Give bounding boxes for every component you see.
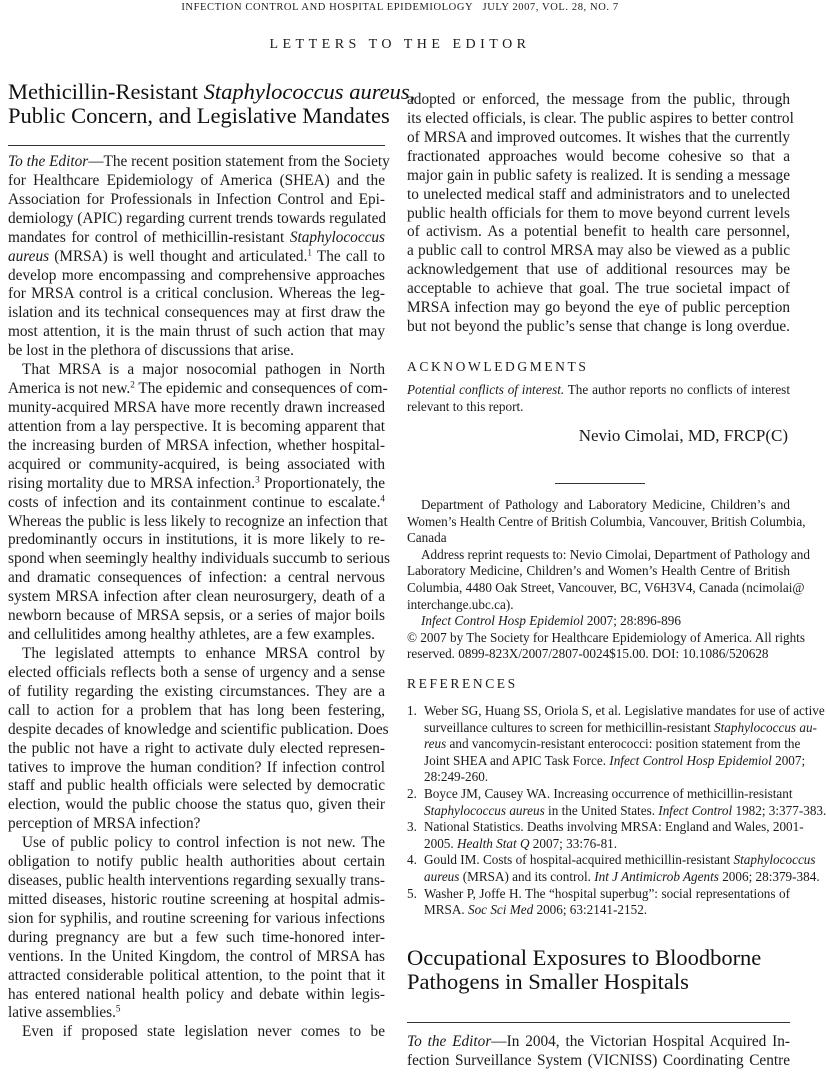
text-run: 2007; 33:76-81. bbox=[529, 835, 618, 851]
separator-rule bbox=[555, 483, 645, 484]
text-run: That MRSA is a major nosocomial pathogen in North bbox=[22, 361, 385, 379]
text-line bbox=[424, 785, 793, 803]
text-run: 2006; 28:379-384. bbox=[718, 868, 820, 884]
title-line bbox=[8, 104, 415, 128]
reference-item bbox=[407, 703, 825, 786]
text-line bbox=[8, 304, 385, 323]
text-run: of MRSA and improved outcomes. It wishes that the currently bbox=[407, 128, 790, 146]
text-run: Washer P, Joffe H. The “hospital superbug”: social representations of bbox=[424, 885, 790, 901]
text-line bbox=[8, 379, 388, 399]
text-line bbox=[8, 702, 385, 721]
references-list bbox=[407, 703, 826, 919]
text-line bbox=[8, 361, 385, 380]
text-run: Canada bbox=[407, 530, 447, 546]
text-run: acquired or community-acquired, is being associated with bbox=[8, 455, 385, 473]
italic-text: To the Editor bbox=[407, 1033, 492, 1050]
text-line bbox=[8, 153, 390, 172]
text-line bbox=[407, 646, 790, 663]
text-line bbox=[424, 802, 826, 820]
text-line bbox=[8, 210, 385, 229]
text-run: newborn because of MRSA sepsis, or a series of major boils bbox=[8, 607, 385, 625]
text-run: fractionated approaches would become cohesive so that a bbox=[407, 147, 790, 165]
text-run: The call to bbox=[312, 247, 385, 265]
text-line bbox=[407, 530, 790, 547]
text-line bbox=[8, 569, 385, 588]
text-run: to unelected medical staff and administrators and to unelected bbox=[407, 185, 790, 203]
text-line bbox=[8, 512, 388, 532]
reference-number: 3. bbox=[407, 819, 417, 835]
text-run: system MRSA infection after clean neurosurgery, death of a bbox=[8, 588, 385, 606]
text-run: in the United States. bbox=[544, 802, 659, 818]
italic-text: Staphylococcus bbox=[733, 852, 816, 868]
text-line bbox=[8, 456, 385, 475]
text-line bbox=[407, 1033, 790, 1052]
text-run: call to action for a problem that has long been festering, bbox=[8, 701, 385, 719]
text-run: the increasing burden of MRSA infection, whether hospital- bbox=[8, 436, 385, 454]
text-run: of activism. As a potential benefit to health care personnel, bbox=[407, 223, 790, 241]
reference-item bbox=[407, 819, 804, 852]
text-line bbox=[407, 546, 810, 564]
text-run: America is not new. bbox=[8, 380, 131, 398]
text-run: acceptable to achieve that goal. The true societal impact of bbox=[407, 280, 790, 298]
italic-text: aureus bbox=[424, 868, 460, 884]
text-run: staff and public health officials were selected by democratic bbox=[8, 777, 385, 795]
text-run: 2006; 63:2141-2152. bbox=[533, 902, 648, 918]
italic-text: aureus bbox=[8, 247, 50, 265]
text-run: 28:249-260. bbox=[424, 769, 489, 785]
text-line bbox=[407, 167, 790, 186]
italic-text: Staphylococcus bbox=[289, 228, 385, 246]
text-run: —In 2004, the Victorian Hospital Acquired In- bbox=[491, 1033, 791, 1050]
text-line bbox=[407, 186, 790, 205]
text-line bbox=[407, 205, 790, 224]
title-line bbox=[407, 946, 761, 970]
text-run: Address reprint requests to: Nevio Cimolai, Department of Pathology and bbox=[421, 546, 810, 562]
text-line bbox=[8, 248, 385, 267]
text-line bbox=[8, 342, 385, 361]
text-line bbox=[8, 588, 385, 607]
italic-text: Infect Control Hosp Epidemiol bbox=[609, 752, 772, 768]
text-line bbox=[8, 229, 385, 248]
text-run: 2005. bbox=[424, 835, 457, 851]
title-rule bbox=[8, 145, 385, 146]
text-run: a public call to control MRSA may also be viewed as a public bbox=[407, 242, 790, 260]
italic-text: Infect Control Hosp Epidemiol bbox=[421, 613, 584, 629]
reference-item bbox=[407, 785, 826, 819]
text-line bbox=[8, 437, 385, 456]
italic-text: Staphylococcus aureus, bbox=[203, 79, 416, 104]
text-line bbox=[8, 267, 385, 286]
text-line bbox=[407, 242, 790, 261]
italic-text: To the Editor bbox=[8, 153, 89, 170]
text-run: Methicillin-Resistant bbox=[8, 79, 204, 104]
text-line bbox=[8, 759, 385, 778]
text-line bbox=[8, 1023, 385, 1042]
text-run: predominantly occurs in institutions, it is more likely to re- bbox=[8, 531, 385, 549]
text-line bbox=[8, 948, 385, 967]
acknowledgments-heading: ACKNOWLEDGMENTS bbox=[407, 359, 589, 374]
text-line bbox=[407, 223, 790, 242]
text-line bbox=[8, 834, 385, 853]
italic-text: reus bbox=[424, 736, 447, 752]
text-line bbox=[407, 579, 805, 597]
text-run: elected officials reflects both a sense of urgency and a sense bbox=[8, 663, 385, 681]
text-line bbox=[407, 613, 790, 630]
citation-superscript: 2 bbox=[130, 379, 135, 390]
title-line bbox=[8, 80, 415, 104]
reference-number: 4. bbox=[407, 852, 417, 868]
text-run: Even if proposed state legislation never comes to be bbox=[22, 1023, 385, 1041]
text-run: but not beyond the public’s sense that change is long overdue. bbox=[407, 318, 790, 336]
text-run: spond when seemingly healthy individuals succumb to serious bbox=[8, 550, 390, 568]
text-run: Proportionately, the bbox=[259, 474, 385, 492]
text-run: Occupational Exposures to Bloodborne bbox=[407, 945, 762, 970]
running-head: INFECTION CONTROL AND HOSPITAL EPIDEMIOLOGY JULY 2007, VOL. 28, NO. 7 bbox=[181, 2, 619, 13]
text-run: its elected officials, is clear. The public aspires to better control bbox=[407, 109, 794, 127]
text-line bbox=[8, 323, 385, 342]
text-run: Public Concern, and Legislative Mandates bbox=[8, 103, 390, 128]
text-run: (MRSA) is well thought and articulated. bbox=[49, 247, 308, 265]
text-run: most attention, it is the main thrust of such action that may bbox=[8, 323, 385, 341]
text-run: MRSA. bbox=[424, 902, 468, 918]
citation-superscript: 1 bbox=[307, 247, 312, 258]
text-line bbox=[8, 683, 385, 702]
italic-text: Staphylococcus au- bbox=[714, 719, 817, 735]
text-line bbox=[8, 418, 385, 437]
article2-title-rule bbox=[407, 1022, 790, 1023]
article2-body bbox=[407, 1033, 790, 1071]
section-title: LETTERS TO THE EDITOR bbox=[269, 37, 531, 52]
text-run: attracted considerable political attention, to the point that it bbox=[8, 966, 385, 984]
italic-text: Health Stat Q bbox=[456, 835, 530, 851]
text-line bbox=[407, 261, 790, 280]
text-run: for MRSA control is a critical conclusion. Whereas the leg- bbox=[8, 285, 385, 303]
text-line bbox=[8, 815, 385, 834]
text-line bbox=[407, 1052, 790, 1071]
text-line bbox=[407, 399, 790, 416]
text-line bbox=[407, 109, 794, 129]
article-body-left-column bbox=[8, 153, 390, 1042]
text-line bbox=[8, 191, 385, 210]
text-run: Department of Pathology and Laboratory Medicine, Children’s and bbox=[421, 497, 790, 512]
acknowledgments-text bbox=[407, 382, 790, 415]
text-line bbox=[8, 626, 385, 645]
italic-text: Potential conflicts of interest. bbox=[407, 382, 565, 397]
text-run: relevant to this report. bbox=[407, 398, 524, 414]
text-run: acknowledgement that use of additional resources may be bbox=[407, 261, 790, 279]
text-run: The epidemic and consequences of com- bbox=[134, 380, 388, 398]
text-run: attention from a lay perspective. It is becoming apparent that bbox=[8, 417, 385, 435]
citation-superscript: 5 bbox=[115, 1003, 121, 1014]
author-signature: Nevio Cimolai, MD, FRCP(C) bbox=[578, 426, 788, 445]
author-affiliation bbox=[407, 497, 810, 663]
text-line bbox=[8, 967, 385, 986]
text-line bbox=[8, 910, 385, 929]
text-run: costs of infection and its containment continue to escalate. bbox=[8, 493, 381, 511]
italic-text: Int J Antimicrob Agents bbox=[594, 868, 719, 884]
text-run: 2007; 28:896-896 bbox=[583, 613, 681, 629]
text-run: 1982; 3:377-383. bbox=[732, 802, 826, 818]
text-line bbox=[407, 280, 790, 299]
italic-text: Infect Control bbox=[658, 802, 733, 818]
text-line bbox=[8, 285, 385, 304]
text-run: Whereas the public is less likely to recognize an infection that bbox=[8, 512, 388, 530]
text-run: munity-acquired MRSA have more recently drawn increased bbox=[8, 398, 385, 416]
text-line bbox=[424, 703, 825, 720]
text-line bbox=[424, 886, 790, 903]
italic-text: Staphylococcus aureus bbox=[424, 802, 545, 818]
text-line bbox=[8, 1004, 385, 1023]
text-run: The legislated attempts to enhance MRSA control by bbox=[22, 644, 385, 662]
text-line bbox=[8, 720, 389, 740]
text-run: Women’s Health Centre of British Columbia, Vancouver, British Columbia, bbox=[407, 513, 806, 529]
text-line bbox=[407, 318, 790, 337]
text-run: of futility regarding the existing circumstances. They are a bbox=[8, 682, 385, 700]
title-line bbox=[407, 970, 761, 994]
text-run: for Healthcare Epidemiology of America (SHEA) and the bbox=[8, 171, 385, 189]
text-line bbox=[424, 902, 790, 919]
text-run: develop more encompassing and comprehensive approaches bbox=[8, 266, 385, 284]
text-run: and cellulitides among healthy athletes, are a few examples. bbox=[8, 626, 375, 644]
article-body-right-column bbox=[407, 91, 794, 337]
text-run: perception of MRSA infection? bbox=[8, 815, 201, 833]
text-line bbox=[8, 929, 385, 948]
text-run: be lost in the plethora of discussions that arise. bbox=[8, 342, 294, 360]
text-line bbox=[407, 563, 790, 580]
text-line bbox=[407, 91, 790, 110]
citation-superscript: 3 bbox=[255, 474, 260, 485]
text-run: lative assemblies. bbox=[8, 1004, 116, 1022]
text-line bbox=[8, 607, 385, 626]
text-line bbox=[8, 777, 385, 796]
text-line bbox=[8, 853, 385, 872]
text-line bbox=[424, 769, 790, 786]
text-run: surveillance cultures to screen for methicillin-resistant bbox=[424, 719, 715, 735]
text-line bbox=[407, 597, 790, 614]
text-run: and vancomycin-resistant enterococci: position statement from the bbox=[446, 736, 801, 752]
text-run: The author reports no conflicts of interest bbox=[564, 382, 790, 397]
text-run: interchange.ubc.ca). bbox=[407, 596, 514, 612]
text-run: and dramatic consequences of infection: a central nervous bbox=[8, 569, 385, 587]
text-line bbox=[8, 550, 390, 569]
text-run: mandates for control of methicillin-resistant bbox=[8, 228, 290, 246]
text-line bbox=[424, 836, 790, 853]
text-run: (MRSA) and its control. bbox=[459, 868, 595, 884]
text-run: Boyce JM, Causey WA. Increasing occurrence of methicillin-resistant bbox=[424, 785, 793, 801]
text-run: has entered national health policy and debate within legis- bbox=[8, 985, 385, 1003]
text-line bbox=[8, 872, 385, 891]
text-line bbox=[8, 172, 385, 191]
text-line bbox=[407, 129, 790, 148]
text-line bbox=[424, 819, 804, 836]
text-run: Gould IM. Costs of hospital-acquired methicillin-resistant bbox=[424, 852, 734, 868]
text-line bbox=[8, 494, 385, 513]
text-line bbox=[8, 475, 385, 494]
text-run: during pregnancy are but a few such time-honored inter- bbox=[8, 928, 385, 946]
text-run: Association for Professionals in Infection Control and Epi- bbox=[8, 190, 385, 208]
reference-item bbox=[407, 886, 790, 919]
text-run: 2007; bbox=[771, 752, 806, 768]
reference-number: 2. bbox=[407, 785, 417, 801]
citation-superscript: 4 bbox=[380, 493, 385, 504]
text-line bbox=[407, 299, 790, 318]
text-run: mitted diseases, historic routine screening at hospital admis- bbox=[8, 890, 385, 908]
text-run: National Statistics. Deaths involving MRSA: England and Wales, 2001- bbox=[424, 819, 804, 835]
reference-number: 5. bbox=[407, 885, 417, 901]
italic-text: Soc Sci Med bbox=[467, 902, 534, 918]
text-run: adopted or enforced, the message from the public, through bbox=[407, 91, 790, 108]
text-line bbox=[407, 629, 805, 647]
text-run: diseases, public health interventions regarding sexually trans- bbox=[8, 872, 385, 890]
text-line bbox=[407, 382, 790, 399]
text-run: MRSA infection may go beyond the eye of public perception bbox=[407, 299, 790, 317]
text-line bbox=[424, 752, 806, 770]
text-line bbox=[407, 513, 806, 531]
text-line bbox=[424, 868, 820, 886]
text-run: election, would the public choose the status quo, given their bbox=[8, 796, 385, 814]
text-run: Use of public policy to control infection is not new. The bbox=[22, 834, 385, 852]
text-run: Joint SHEA and APIC Task Force. bbox=[424, 752, 610, 768]
text-run: tatives to improve the human condition? If infection control bbox=[8, 758, 385, 776]
reference-item bbox=[407, 852, 820, 885]
text-run: Weber SG, Huang SS, Oriola S, et al. Legislative mandates for use of active bbox=[424, 703, 825, 718]
text-run: reserved. 0899-823X/2007/2807-0024$15.00. DOI: 10.1086/520628 bbox=[407, 646, 769, 662]
text-line bbox=[8, 891, 385, 910]
text-line bbox=[8, 740, 385, 759]
text-run: major gain in public safety is realized. It is sending a message bbox=[407, 166, 790, 184]
text-line bbox=[8, 645, 385, 664]
text-line bbox=[424, 852, 816, 869]
text-run: Pathogens in Smaller Hospitals bbox=[407, 969, 689, 994]
text-line bbox=[407, 148, 790, 167]
text-line bbox=[8, 986, 385, 1005]
text-run: sion for syphilis, and routine screening for various infections bbox=[8, 909, 385, 927]
references-heading: REFERENCES bbox=[407, 676, 518, 691]
text-run: the public not have a right to activate duly elected represen- bbox=[8, 739, 385, 757]
reference-number: 1. bbox=[407, 703, 417, 718]
text-run: obligation to notify public health authorities about certain bbox=[8, 853, 385, 871]
text-run: public health officials for them to move beyond current levels bbox=[407, 204, 790, 222]
text-run: Laboratory Medicine, Children’s and Women’s Health Centre of British bbox=[407, 563, 790, 579]
text-run: demiology (APIC) regarding current trends towards regulated bbox=[8, 209, 387, 227]
article-title bbox=[8, 80, 415, 128]
text-line bbox=[407, 497, 790, 514]
text-run: rising mortality due to MRSA infection. bbox=[8, 474, 256, 492]
text-run: Columbia, 4480 Oak Street, Vancouver, BC, V6H3V4, Canada (ncimolai@ bbox=[407, 579, 805, 595]
text-run: ventions. In the United Kingdom, the control of MRSA has bbox=[8, 947, 385, 965]
text-run: fection Surveillance System (VICNISS) Coordinating Centre bbox=[407, 1051, 790, 1069]
text-line bbox=[8, 531, 385, 550]
text-run: islation and its technical consequences may at first draw the bbox=[8, 304, 385, 322]
text-run: © 2007 by The Society for Healthcare Epidemiology of America. All rights bbox=[407, 629, 805, 645]
text-run: —The recent position statement from the Society bbox=[88, 153, 390, 170]
text-line bbox=[8, 399, 385, 418]
text-line bbox=[8, 796, 385, 815]
article2-title bbox=[407, 946, 761, 994]
text-line bbox=[8, 664, 385, 683]
text-line bbox=[424, 736, 801, 753]
text-run: despite decades of knowledge and scientific publication. Does bbox=[8, 720, 389, 738]
text-line bbox=[424, 719, 817, 737]
